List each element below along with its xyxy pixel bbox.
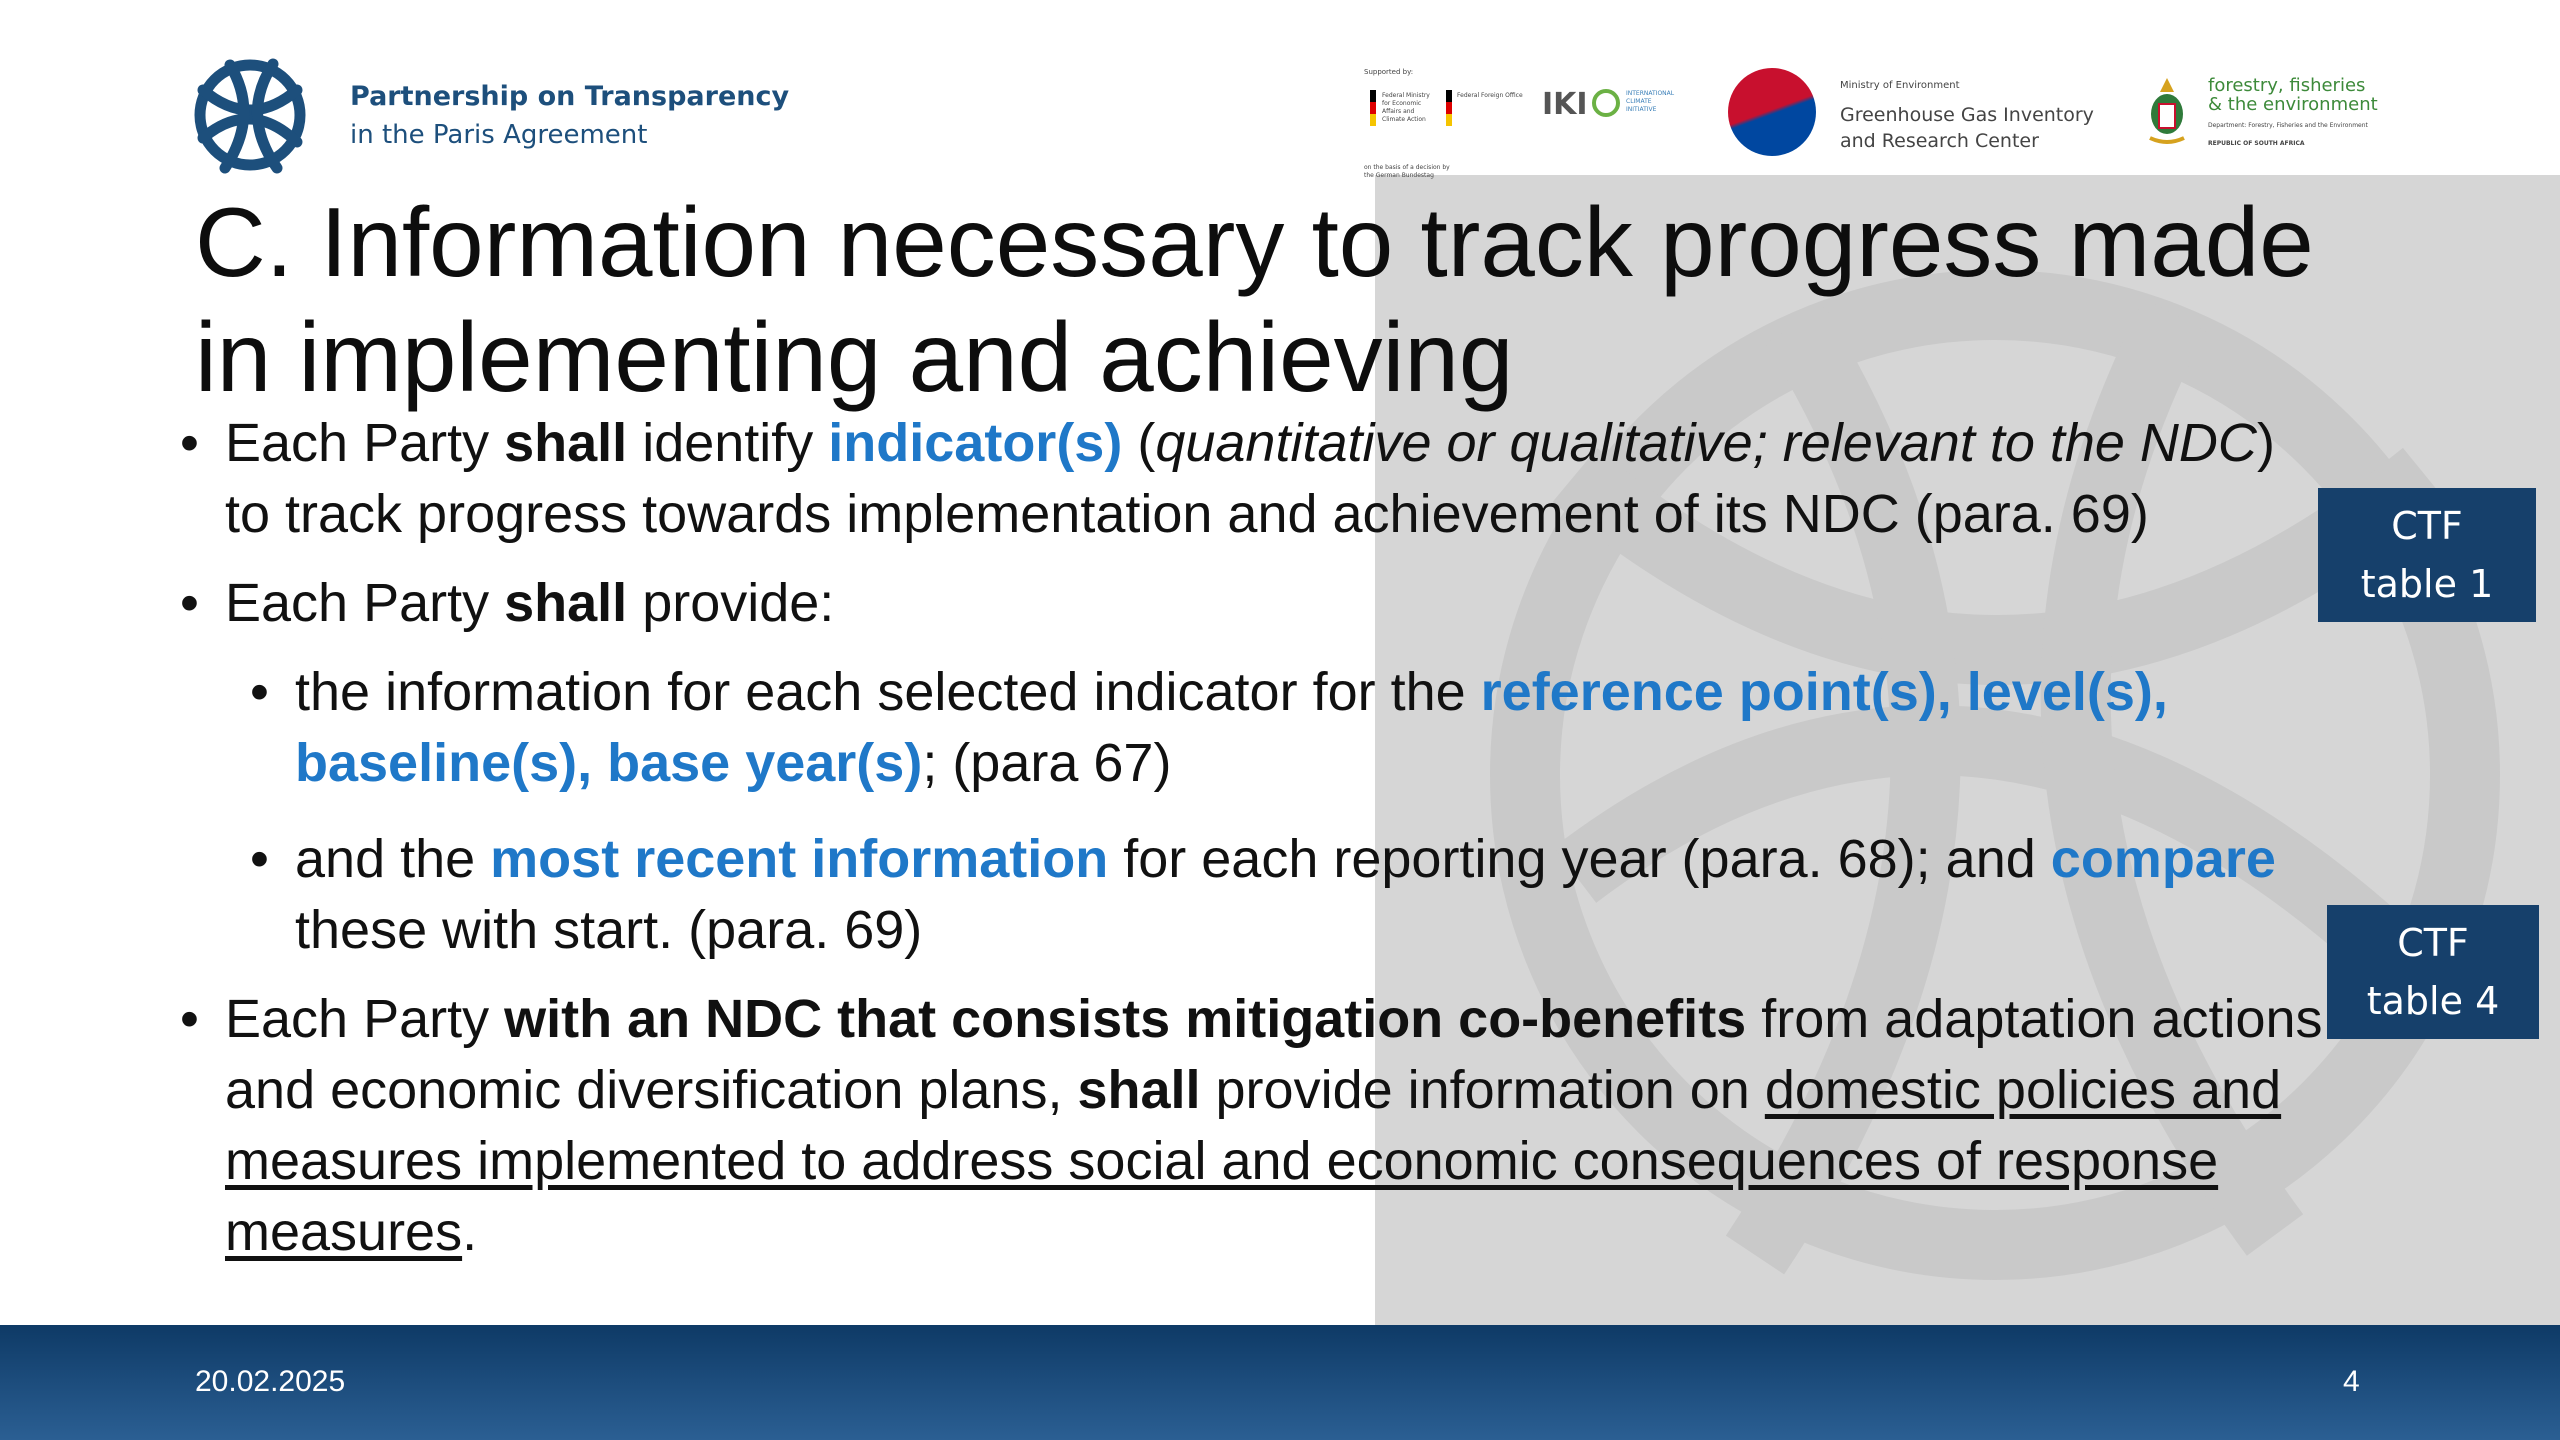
bullet-cobenefits <box>175 984 2390 1268</box>
sa-country-label: REPUBLIC OF SOUTH AFRICA <box>2208 140 2305 147</box>
ctf-table-label: table 1 <box>2360 562 2494 606</box>
text: for each reporting year (para. 68); and <box>1108 829 2051 889</box>
slide-title: C. Information necessary to track progress made in implementing and achieving <box>195 187 2314 412</box>
text: Each Party <box>225 989 505 1049</box>
text: and the <box>295 829 491 889</box>
south-africa-coat-of-arms-icon <box>2142 74 2192 146</box>
sa-line2: & the environment <box>2208 94 2378 115</box>
text: ( <box>1122 413 1156 473</box>
ctf-table-4-box <box>2327 905 2539 1039</box>
bullet-indicators <box>175 408 2465 550</box>
emphasis-shall: shall <box>504 573 628 633</box>
sub-bullet-recent <box>175 824 2400 966</box>
org-name-line2: in the Paris Agreement <box>350 120 648 150</box>
german-flag-icon <box>1446 90 1452 126</box>
footer-date: 20.02.2025 <box>195 1365 346 1398</box>
text: Each Party <box>225 413 505 473</box>
page-number: 4 <box>2343 1365 2360 1398</box>
ctf-table-label: table 4 <box>2366 979 2500 1023</box>
iki-logo-text: IKI <box>1542 87 1588 122</box>
text: . <box>462 1202 478 1262</box>
highlight-indicators: indicator(s) <box>828 413 1123 473</box>
sub-bullet-reference <box>175 657 2335 799</box>
org-name-line1: Partnership on Transparency <box>350 81 790 112</box>
korea-ministry-label: Ministry of Environment <box>1840 80 1960 91</box>
emphasis-cobenefits: with an NDC that consists mitigation co-benefits <box>504 989 1747 1049</box>
sponsor-logos <box>1360 62 2390 182</box>
korea-center-name <box>1840 102 2094 154</box>
ctf-label: CTF <box>2391 504 2463 548</box>
text: ; (para 67) <box>922 733 1172 793</box>
ctf-label: CTF <box>2397 921 2469 965</box>
text: provide: <box>627 573 835 633</box>
globe-logo-icon <box>185 50 315 180</box>
highlight-reference: reference point(s), level(s), baseline(s), base year(s) <box>295 662 2168 793</box>
slide-content <box>175 408 2405 1268</box>
foreign-office-label: Federal Foreign Office <box>1457 92 1523 99</box>
sa-line1: forestry, fisheries <box>2208 75 2366 96</box>
text: Each Party <box>225 573 505 633</box>
german-flag-icon <box>1370 90 1376 126</box>
emphasis-shall: shall <box>1077 1060 1201 1120</box>
text: from adaptation actions and economic diversification plans, <box>225 989 2323 1120</box>
text: the information for each selected indicator for the <box>295 662 1481 722</box>
org-name <box>350 78 789 154</box>
korea-center-line1: Greenhouse Gas Inventory <box>1840 104 2094 126</box>
pata-logo <box>185 50 315 180</box>
bundestag-note: on the basis of a decision by the German Bundestag <box>1364 164 1450 179</box>
italic-note: quantitative or qualitative; relevant to the NDC <box>1155 413 2257 473</box>
text: ) <box>2256 413 2275 473</box>
emphasis-shall: shall <box>504 413 628 473</box>
footer-bar <box>0 1325 2560 1440</box>
ctf-table-1-box <box>2318 488 2536 622</box>
text: identify <box>627 413 829 473</box>
bullet-provide <box>175 568 2405 639</box>
highlight-recent: most recent information <box>490 829 1109 889</box>
iki-full-name: INTERNATIONAL CLIMATE INITIATIVE <box>1626 90 1675 113</box>
iki-circle-icon <box>1592 89 1620 117</box>
supported-by-label: Supported by: <box>1364 68 1414 76</box>
underlined-policies: domestic policies and measures implemented to address social and economic consequences of response measures <box>225 1060 2282 1262</box>
korea-taeguk-icon <box>1728 68 1816 156</box>
text: provide information on <box>1200 1060 1765 1120</box>
bmwk-label: Federal Ministry for Economic Affairs and Climate Action <box>1382 92 1430 123</box>
korea-center-line2: and Research Center <box>1840 130 2039 152</box>
sa-department-name <box>2208 76 2378 114</box>
text: to track progress towards implementation and achievement of its NDC (para. 69) <box>225 484 2149 544</box>
sa-dept-label: Department: Forestry, Fisheries and the Environment <box>2208 122 2368 129</box>
highlight-compare: compare <box>2050 829 2276 889</box>
text: these with start. (para. 69) <box>295 900 923 960</box>
